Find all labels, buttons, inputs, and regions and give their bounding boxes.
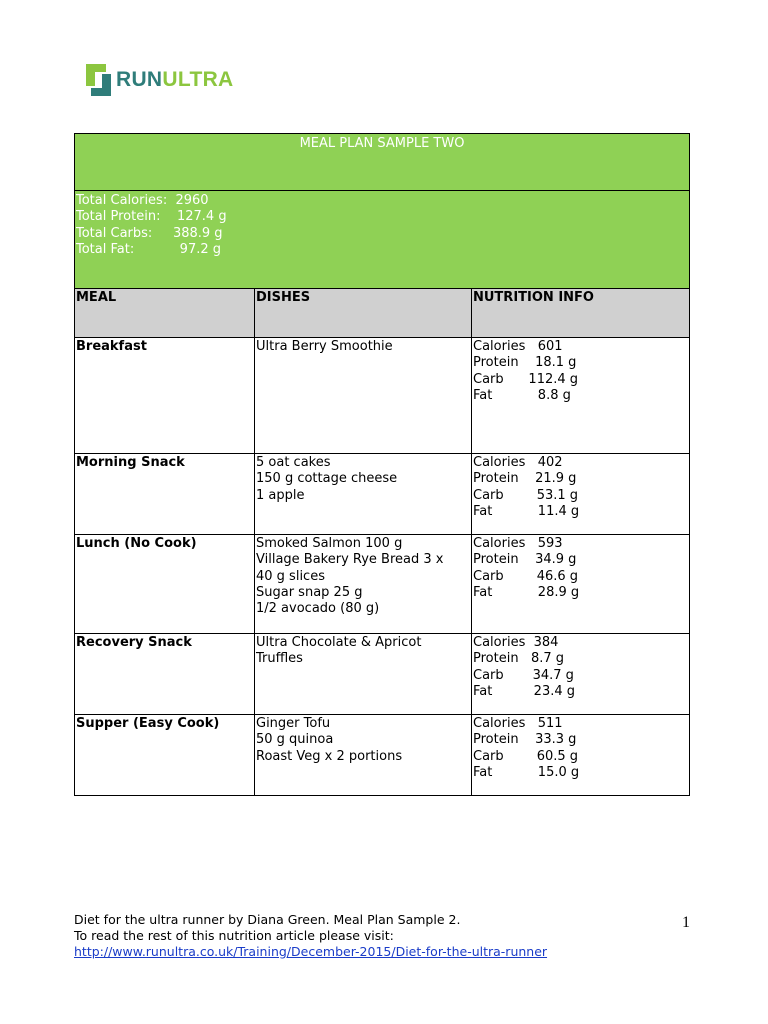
dishes-cell [255, 338, 472, 454]
header-meal: MEAL [75, 289, 255, 338]
nutrition-fat: Fat 15.0 g [473, 764, 580, 780]
nutrition-calories: Calories 511 [473, 716, 563, 731]
meal-name: Breakfast [75, 338, 255, 454]
totals-cell [75, 191, 690, 289]
nutrition-fat: Fat 28.9 g [473, 584, 580, 600]
nutrition-cell [472, 634, 690, 715]
nutrition-fat: Fat 11.4 g [473, 503, 580, 519]
header-nutrition: NUTRITION INFO [472, 289, 690, 338]
dish-item: Roast Veg x 2 portions [256, 748, 403, 764]
dish-item: 5 oat cakes [256, 455, 331, 470]
table-row [75, 338, 690, 454]
dishes-cell [255, 634, 472, 715]
runultra-logo-icon [86, 64, 112, 96]
dish-item: 1 apple [256, 487, 305, 503]
table-row [75, 715, 690, 796]
nutrition-protein: Protein 34.9 g [473, 552, 577, 568]
nutrition-calories: Calories 593 [473, 536, 563, 551]
nutrition-fat: Fat 23.4 g [473, 683, 576, 699]
title-row [75, 134, 690, 191]
dish-item: Ultra Chocolate & Apricot [256, 635, 422, 650]
meal-name: Recovery Snack [75, 634, 255, 715]
meal-plan-title: MEAL PLAN SAMPLE TWO [75, 134, 690, 191]
nutrition-carb: Carb 112.4 g [473, 371, 579, 387]
dishes-cell [255, 535, 472, 634]
table-row [75, 535, 690, 634]
nutrition-calories: Calories 601 [473, 339, 563, 354]
dishes-cell [255, 454, 472, 535]
meal-plan-table [74, 133, 690, 796]
article-link[interactable]: http://www.runultra.co.uk/Training/December-2015/Diet-for-the-ultra-runner [74, 944, 548, 959]
nutrition-protein: Protein 18.1 g [473, 355, 577, 371]
page-footer [74, 912, 547, 960]
nutrition-carb: Carb 46.6 g [473, 568, 579, 584]
nutrition-carb: Carb 60.5 g [473, 748, 579, 764]
nutrition-cell [472, 454, 690, 535]
dish-item: 40 g slices [256, 568, 325, 584]
dish-item: 150 g cottage cheese [256, 471, 398, 487]
nutrition-carb: Carb 34.7 g [473, 667, 574, 683]
dish-item: Ginger Tofu [256, 716, 331, 731]
footer-credit: Diet for the ultra runner by Diana Green. Meal Plan Sample 2. [74, 912, 461, 927]
nutrition-protein: Protein 21.9 g [473, 471, 577, 487]
meal-name: Supper (Easy Cook) [75, 715, 255, 796]
meal-name: Morning Snack [75, 454, 255, 535]
nutrition-cell [472, 338, 690, 454]
total-carbs: Total Carbs: 388.9 g [76, 225, 223, 241]
nutrition-calories: Calories 402 [473, 455, 563, 470]
dish-item: Village Bakery Rye Bread 3 x [256, 552, 444, 568]
dish-item: 50 g quinoa [256, 732, 334, 748]
meal-name: Lunch (No Cook) [75, 535, 255, 634]
nutrition-fat: Fat 8.8 g [473, 387, 571, 403]
dish-item: Truffles [256, 651, 303, 667]
nutrition-calories: Calories 384 [473, 635, 559, 650]
footer-visit-text: To read the rest of this nutrition article please visit: [74, 928, 394, 943]
total-fat: Total Fat: 97.2 g [76, 241, 222, 257]
dish-item: Smoked Salmon 100 g [256, 536, 403, 551]
runultra-logo [86, 64, 234, 96]
table-row [75, 454, 690, 535]
totals-row [75, 191, 690, 289]
total-calories: Total Calories: 2960 [76, 193, 209, 208]
dishes-cell [255, 715, 472, 796]
table-row [75, 634, 690, 715]
nutrition-protein: Protein 8.7 g [473, 651, 565, 667]
dish-item: Ultra Berry Smoothie [256, 339, 393, 354]
nutrition-cell [472, 715, 690, 796]
dish-item: Sugar snap 25 g [256, 584, 363, 600]
logo-wordmark: RUNULTRA [116, 68, 234, 91]
nutrition-carb: Carb 53.1 g [473, 487, 579, 503]
total-protein: Total Protein: 127.4 g [76, 209, 227, 225]
header-dishes: DISHES [255, 289, 472, 338]
page-number: 1 [682, 914, 690, 931]
nutrition-protein: Protein 33.3 g [473, 732, 577, 748]
dish-item: 1/2 avocado (80 g) [256, 601, 380, 617]
column-header-row [75, 289, 690, 338]
nutrition-cell [472, 535, 690, 634]
